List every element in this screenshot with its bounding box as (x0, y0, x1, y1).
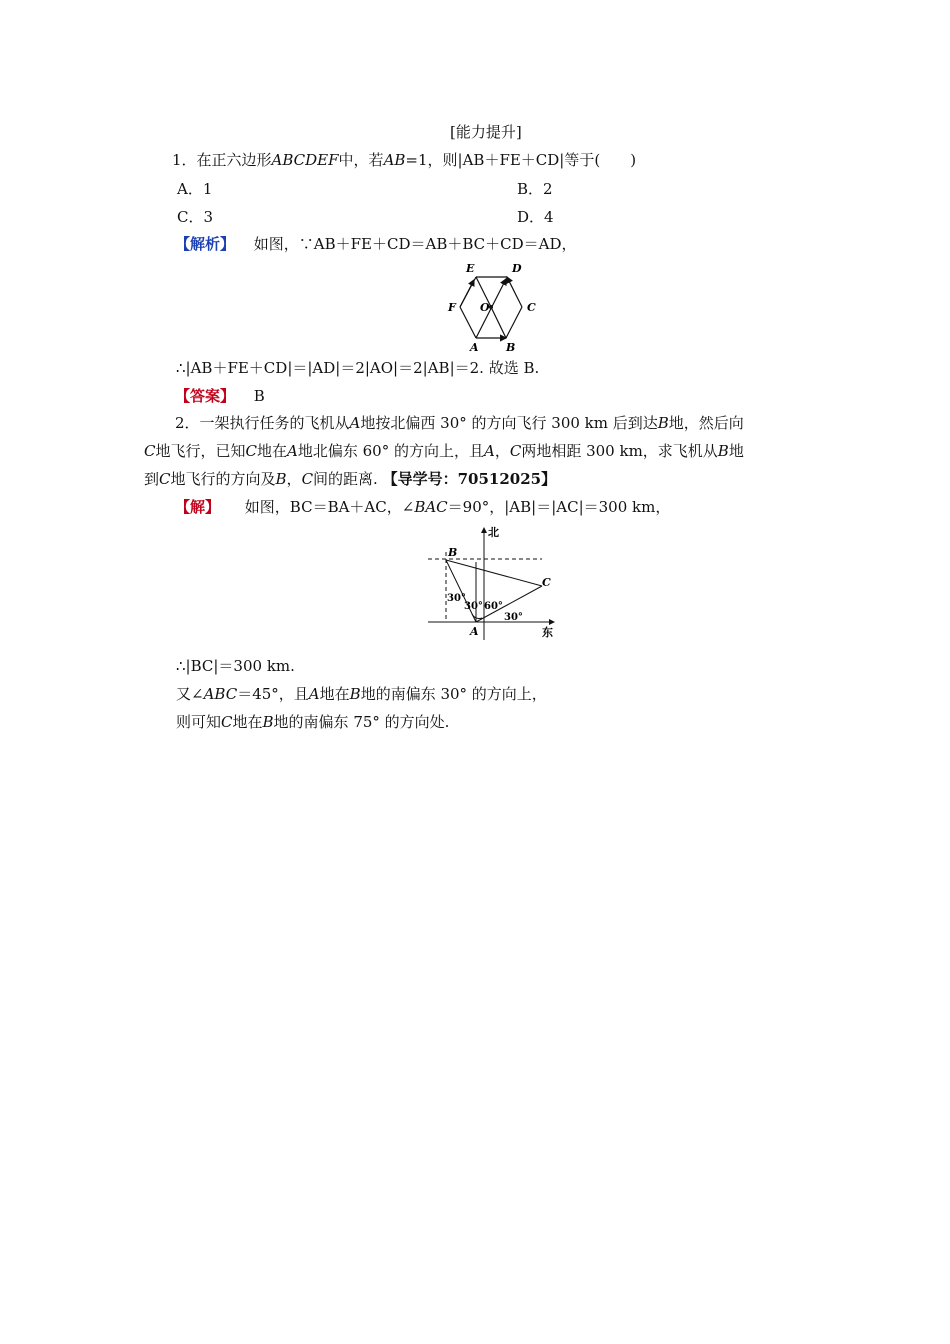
q1-answer (175, 386, 265, 406)
edge-fa (460, 307, 476, 338)
q2-result-2 (176, 684, 547, 704)
q2-l2b: 地在 (256, 442, 287, 460)
q2-l2f: 地 (728, 442, 744, 460)
direction-figure (424, 522, 564, 644)
center-point (489, 305, 493, 309)
q1-stem-mid2: =1，则|AB＋FE＋CD|等于( ) (405, 151, 637, 169)
hexagon-figure (440, 258, 550, 354)
r2b: ＝45°，且 (237, 685, 309, 703)
q2-l3-c-letter2: C (301, 470, 314, 488)
q1-analysis (175, 234, 577, 254)
q1-option-b: B．2 (517, 180, 553, 198)
q2-l1-a-letter: A (349, 414, 361, 432)
q1-stem (172, 150, 636, 170)
q1-option-d: D．4 (517, 208, 554, 226)
r3-c-letter: C (221, 713, 233, 731)
q2-l1c: 地，然后向 (668, 414, 744, 432)
r3c: 地的南偏东 75° 的方向处. (273, 713, 450, 731)
angle-30-mid: 30° (464, 601, 483, 612)
label-c: C (527, 301, 536, 314)
q2-l3-b-letter: B (275, 470, 287, 488)
q2-l1b: 地按北偏西 30° 的方向飞行 300 km 后到达 (360, 414, 658, 432)
q2-reference-number: 【导学号：70512025】 (382, 470, 557, 488)
solution-text-a: 如图，BC＝BA＋AC，∠ (244, 498, 415, 516)
q2-line3 (144, 469, 556, 489)
q2-l3-c-letter: C (159, 470, 171, 488)
label-a: A (470, 341, 479, 354)
q2-l2-c-letter2: C (245, 442, 257, 460)
q2-result-3 (176, 712, 449, 732)
diag-fe-arrow (460, 280, 474, 307)
label-b: B (506, 341, 516, 354)
r3-b-letter: B (262, 713, 274, 731)
q2-l3a: 到 (144, 470, 160, 488)
q2-l2e: 两地相距 300 km，求飞机从 (521, 442, 718, 460)
answer-value: B (253, 387, 265, 405)
east-label: 东 (542, 626, 553, 639)
q2-l1a: 2．一架执行任务的飞机从 (175, 414, 350, 432)
q1-option-a: A．1 (177, 180, 213, 198)
label-e: E (466, 262, 475, 275)
label-o: O (480, 301, 490, 314)
north-label: 北 (488, 526, 499, 539)
q2-line1 (175, 413, 744, 433)
q1-stem-mid1: 中，若 (338, 151, 384, 169)
q1-stem-prefix: 1．在正六边形 (172, 151, 272, 169)
r2-b-letter: B (349, 685, 361, 703)
q1-ab: AB (383, 151, 406, 169)
r2a: 又∠ (176, 685, 204, 703)
q2-l2c: 地北偏东 60° 的方向上，且 (297, 442, 484, 460)
angle-30-right: 30° (504, 612, 523, 623)
q1-hexagon-name: ABCDEF (271, 151, 339, 169)
segment-ab (446, 560, 476, 622)
q2-l3c: ， (286, 470, 302, 488)
angle-30-left: 30° (447, 593, 466, 604)
r2-abc: ABC (203, 685, 238, 703)
analysis-text: 如图，∵AB＋FE＋CD＝AB＋BC＋CD＝AD， (253, 235, 577, 253)
q2-l2-a-letter2: A (483, 442, 495, 460)
r2d: 地的南偏东 30° 的方向上， (360, 685, 547, 703)
label-d: D (512, 262, 522, 275)
edge-bc (506, 307, 522, 338)
r2c: 地在 (319, 685, 350, 703)
r2-a-letter: A (308, 685, 320, 703)
angle-60: 60° (484, 601, 503, 612)
point-b-label: B (448, 546, 458, 559)
point-a-label: A (470, 625, 479, 638)
answer-tag: 【答案】 (175, 387, 236, 405)
q2-line2 (144, 441, 744, 461)
analysis-tag: 【解析】 (175, 235, 236, 253)
q2-l2-c-letter3: C (509, 442, 522, 460)
q2-l2-c-letter: C (144, 442, 156, 460)
q2-l2-a-letter: A (287, 442, 298, 460)
q2-solution (175, 497, 670, 517)
solution-text-b: ＝90°，|AB|＝|AC|＝300 km， (447, 498, 671, 516)
q2-l2a: 地飞行，已知 (155, 442, 246, 460)
edge-cd (507, 277, 522, 307)
q1-conclusion: ∴|AB＋FE＋CD|＝|AD|＝2|AO|＝2|AB|＝2. 故选 B. (176, 359, 540, 377)
label-f: F (448, 301, 456, 314)
q2-l3b: 地飞行的方向及 (170, 470, 276, 488)
diag-bo (491, 307, 506, 338)
r3b: 地在 (232, 713, 263, 731)
section-title: [能力提升] (450, 123, 522, 141)
q2-result-1: ∴|BC|＝300 km. (176, 657, 295, 675)
solution-tag: 【解】 (175, 498, 221, 516)
q2-l2-b-letter: B (717, 442, 729, 460)
segment-bc (446, 560, 542, 586)
q2-l2d: ， (494, 442, 510, 460)
q2-l1-b-letter: B (657, 414, 669, 432)
q1-option-c: C．3 (177, 208, 214, 226)
r3a: 则可知 (176, 713, 222, 731)
solution-bac: BAC (414, 498, 448, 516)
q2-l3d: 间的距离. (313, 470, 383, 488)
point-c-label: C (542, 576, 551, 589)
